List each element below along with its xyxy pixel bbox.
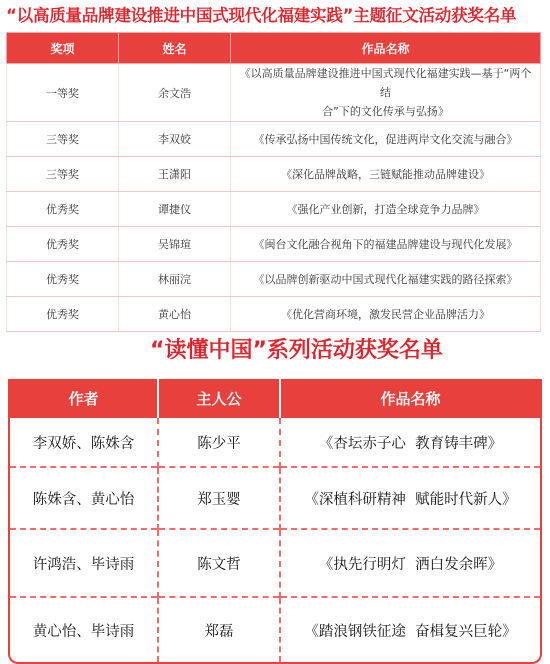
header-name: 姓名 [119,33,231,64]
work-cell: 《闽台文化融合视角下的福建品牌建设与现代化发展》 [231,227,541,262]
work-cell: 《以品牌创新驱动中国式现代化福建实践的路径探索》 [231,262,541,297]
award-cell: 优秀奖 [7,297,119,332]
award-cell: 优秀奖 [7,192,119,227]
essay-contest-title: “以高质量品牌建设推进中国式现代化福建实践”主题征文活动获奖名单 [6,6,517,25]
header-protagonist: 主人公 [158,379,280,418]
table-row [10,597,540,662]
table-row [7,122,541,157]
table-row [7,297,541,332]
table-row [7,157,541,192]
award-cell: 优秀奖 [7,227,119,262]
header-work: 作品名称 [280,379,540,418]
work-line: 《以高质量品牌建设推进中国式现代化福建实践—基于“两个结 [239,67,532,99]
name-cell: 李双姣 [119,122,231,157]
essay-award-table [6,32,541,332]
protagonist-cell: 郑玉婴 [158,467,280,529]
table-row [7,64,541,122]
table-row [10,467,540,529]
author-cell: 陈姝含、黄心怡 [10,467,158,529]
work-cell: 《深植科研精神 赋能时代新人》 [280,467,540,529]
award-cell: 一等奖 [7,64,119,122]
header-author: 作者 [10,379,158,418]
protagonist-cell: 陈少平 [158,418,280,467]
award-cell: 优秀奖 [7,262,119,297]
header-work: 作品名称 [231,33,541,64]
table-row [10,418,540,467]
protagonist-cell: 陈文哲 [158,529,280,597]
work-cell: 《深化品牌战略，三链赋能推动品牌建设》 [231,157,541,192]
name-cell: 黄心怡 [119,297,231,332]
work-cell: 《杏坛赤子心 教育铸丰碑》 [280,418,540,467]
work-cell [231,64,541,122]
protagonist-cell: 郑磊 [158,597,280,662]
work-cell: 《踏浪钢铁征途 奋楫复兴巨轮》 [280,597,540,662]
work-cell: 《传承弘扬中国传统文化，促进两岸文化交流与融合》 [231,122,541,157]
work-cell: 《优化营商环境，激发民营企业品牌活力》 [231,297,541,332]
table-header-row [7,33,541,64]
name-cell: 王潇阳 [119,157,231,192]
award-cell: 三等奖 [7,122,119,157]
read-china-title: “读懂中国”系列活动获奖名单 [150,338,443,363]
name-cell: 谭捷仪 [119,192,231,227]
name-cell: 林丽浣 [119,262,231,297]
table-row [7,262,541,297]
award-cell: 三等奖 [7,157,119,192]
author-cell: 许鸿浩、毕诗雨 [10,529,158,597]
read-china-table-frame [8,379,542,664]
table-row [7,227,541,262]
name-cell: 吴锦瑄 [119,227,231,262]
work-line: 合”下的文化传承与弘扬》 [322,105,449,118]
table-row [10,529,540,597]
table-header-row [10,379,540,418]
name-cell: 余文浩 [119,64,231,122]
author-cell: 黄心怡、毕诗雨 [10,597,158,662]
header-award: 奖项 [7,33,119,64]
read-china-award-table [10,379,540,662]
table-row [7,192,541,227]
work-cell: 《执先行明灯 洒白发余晖》 [280,529,540,597]
author-cell: 李双娇、陈姝含 [32,435,135,452]
work-cell: 《强化产业创新，打造全球竞争力品牌》 [231,192,541,227]
